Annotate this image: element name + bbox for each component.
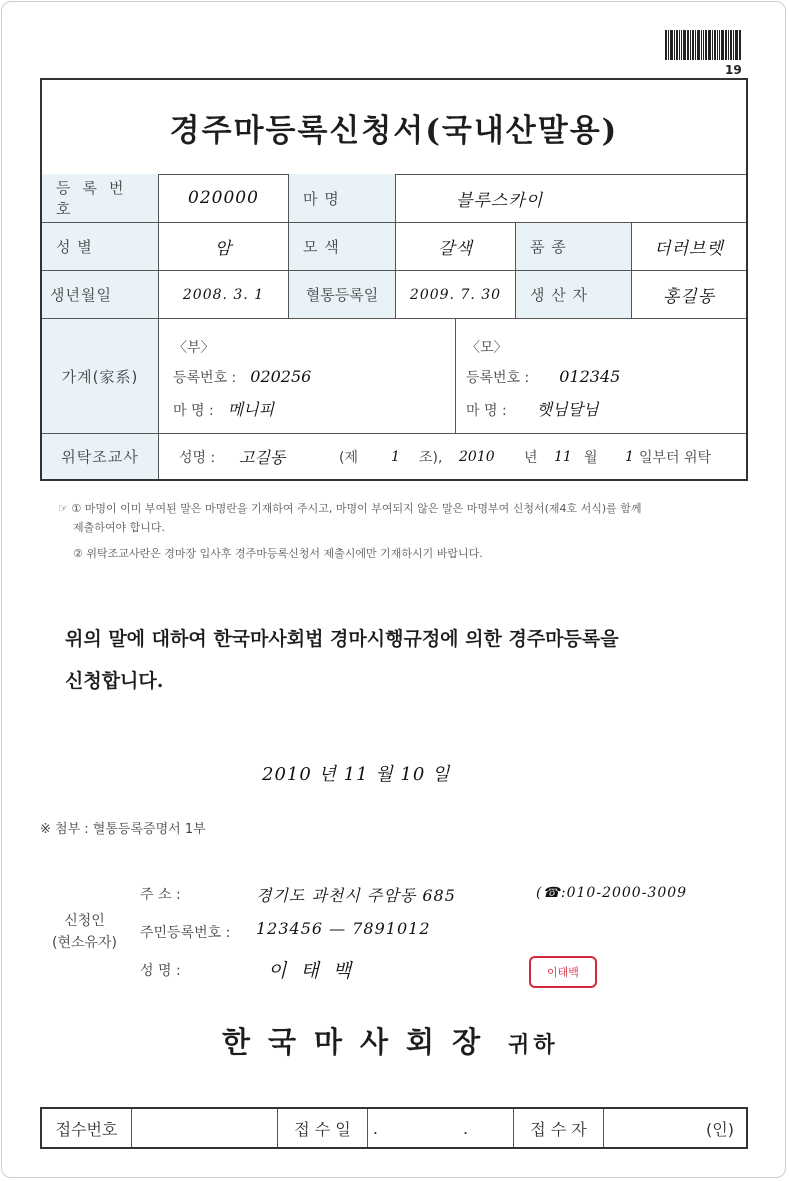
dam-header: 〈모〉 — [466, 340, 508, 356]
receipt-date-value: . . — [368, 1109, 514, 1147]
address-label: 주 소 : — [140, 887, 181, 903]
row-registration — [42, 174, 746, 223]
row-trainer — [42, 434, 746, 479]
trainer-day: 1 — [625, 448, 634, 465]
breed-value: 더러브렛 — [654, 239, 724, 259]
note-1-line-1: ☞ ① 마명이 이미 부여된 말은 마명란을 기재하여 주시고, 마명이 부여되지 않은 말은 마명부여 신청서(제4호 서식)를 함께 — [58, 502, 642, 515]
dam-name-line: 마 명 : 햇님달님 — [466, 400, 599, 419]
application-date: 2010 년 11 월 10 일 — [262, 764, 451, 785]
row-family — [42, 319, 746, 434]
form-title: 경주마등록신청서(국내산말용) — [42, 80, 746, 175]
sire-block — [159, 319, 456, 433]
sire-name-line: 마 명 : 메니피 — [173, 400, 275, 419]
trainer-line: 성명 : 고길동 (제 1 조), 2010 년 11 월 1 일부터 위탁 — [159, 434, 746, 479]
sire-reg-line: 등록번호 : 020256 — [173, 367, 312, 386]
receiver-label: 접 수 자 — [514, 1109, 604, 1147]
note-1-line-2: 제출하여야 합니다. — [73, 521, 166, 534]
sire-name-value: 메니피 — [227, 400, 275, 419]
producer-value: 홍길동 — [662, 287, 716, 307]
name-label: 성 명 : — [140, 963, 181, 979]
trainer-year: 2010 — [459, 448, 495, 465]
row-birth-pedigree-producer — [42, 271, 746, 319]
coat-value: 갈색 — [396, 223, 516, 270]
sire-reg-value: 020256 — [250, 367, 312, 386]
applicant-name-value: 이 태 백 — [268, 960, 356, 982]
trainer-label: 위탁조교사 — [42, 434, 159, 479]
dam-reg-value: 012345 — [559, 367, 621, 386]
address-value: 경기도 과천시 주암동 685 — [256, 886, 456, 905]
sex-label: 성 별 — [42, 223, 159, 270]
coat-label: 모 색 — [289, 223, 396, 270]
recipient-name: 한국마사회장 — [222, 1025, 499, 1059]
sire-header: 〈부〉 — [173, 340, 215, 356]
trainer-name-value: 고길동 — [239, 448, 286, 467]
page-number: 19 — [725, 63, 742, 77]
receipt-number-value — [132, 1109, 278, 1147]
trainer-month: 11 — [554, 448, 572, 465]
attachment-note: ※ 첨부 : 혈통등록증명서 1부 — [40, 822, 206, 837]
recipient-honorific: 귀하 — [508, 1032, 559, 1058]
breed-label: 품 종 — [516, 223, 632, 270]
applicant-label: 신청인 (현소유자) — [52, 913, 118, 951]
declaration-line-1: 위의 말에 대하여 한국마사회법 경마시행규정에 의한 경주마등록을 — [65, 628, 619, 650]
producer-label: 생 산 자 — [516, 271, 632, 318]
receipt-number-label: 접수번호 — [42, 1109, 132, 1147]
phone-value: (☎:010-2000-3009 — [536, 885, 688, 901]
barcode — [665, 30, 747, 60]
birth-label: 생년월일 — [42, 271, 159, 318]
horse-name-value: 블루스카이 — [456, 190, 544, 211]
declaration-line-2: 신청합니다. — [65, 670, 164, 692]
receipt-table — [40, 1107, 748, 1149]
registration-form — [40, 78, 748, 481]
reg-no-label: 등록번호 — [42, 174, 159, 222]
receiver-seal: (인) — [706, 1119, 734, 1139]
row-sex-coat-breed — [42, 223, 746, 271]
dam-block — [456, 319, 746, 433]
pedigree-value: 2009. 7. 30 — [396, 271, 516, 318]
birth-value: 2008. 3. 1 — [159, 271, 289, 318]
dam-reg-line: 등록번호 : 012345 — [466, 367, 621, 386]
pedigree-label: 혈통등록일 — [289, 271, 396, 318]
reg-no-value: 020000 — [159, 174, 289, 222]
note-2: ② 위탁조교사란은 경마장 입사후 경주마등록신청서 제출시에만 기재하시기 바랍니다. — [73, 547, 483, 560]
seal-stamp: 이태백 — [529, 956, 597, 988]
dam-name-value: 햇님달님 — [536, 400, 599, 419]
horse-name-label: 마 명 — [289, 174, 396, 222]
receipt-date-label: 접 수 일 — [278, 1109, 368, 1147]
trainer-group: 1 — [391, 448, 400, 465]
id-value: 123456 — 7891012 — [256, 919, 431, 938]
sex-value: 암 — [159, 223, 289, 270]
id-label: 주민등록번호 : — [140, 925, 231, 941]
family-label: 가계(家系) — [42, 319, 159, 433]
recipient — [222, 1020, 559, 1061]
